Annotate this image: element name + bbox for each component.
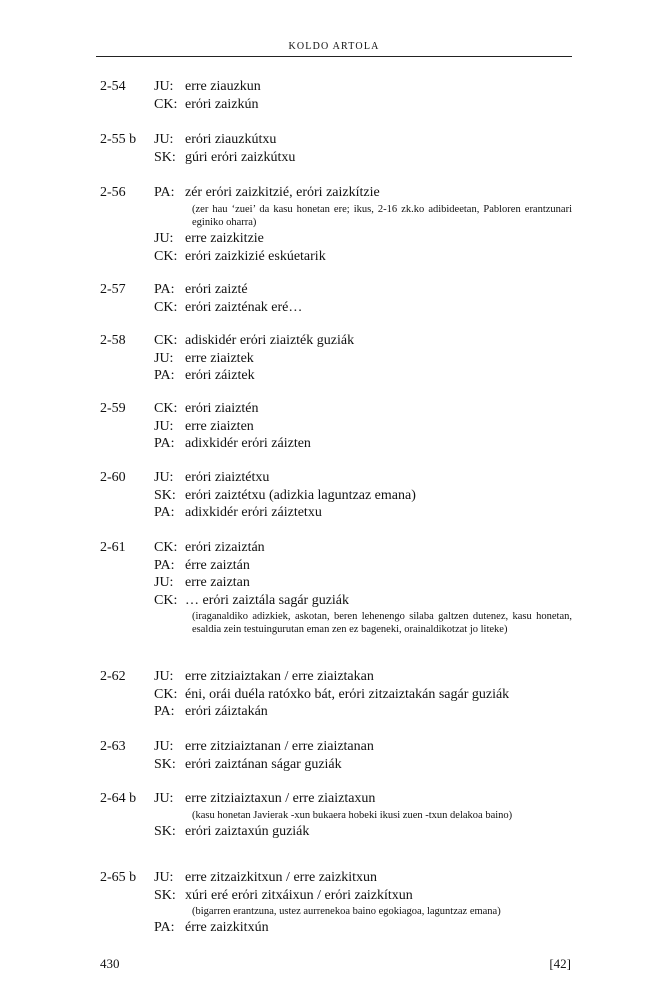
utterance-text: érre zaiztán	[185, 557, 250, 573]
speaker-code: JU:	[154, 870, 174, 885]
utterance-line	[0, 887, 645, 904]
speaker-code: CK:	[154, 540, 178, 555]
running-header: KOLDO ARTOLA	[288, 41, 380, 52]
utterance-line	[0, 469, 645, 486]
entry-number: 2-65 b	[100, 870, 137, 885]
utterance-line	[0, 299, 645, 316]
speaker-code: CK:	[154, 333, 178, 348]
speaker-code: JU:	[154, 791, 174, 806]
utterance-text: erόri zizaiztán	[185, 540, 265, 555]
original-page-number: [42]	[549, 956, 571, 971]
utterance-text: erre zaiztan	[185, 575, 250, 590]
speaker-code: PA:	[154, 185, 175, 200]
utterance-text: adixkidér erόri záiztetxu	[185, 505, 322, 520]
speaker-code: PA:	[154, 557, 175, 573]
utterance-text: erόri zaizté	[185, 282, 248, 297]
utterance-line	[0, 557, 645, 574]
entry-number: 2-61	[100, 540, 126, 555]
utterance-line	[0, 131, 645, 148]
page-number: 430	[100, 956, 120, 971]
utterance-text: … erόri zaiztála sagár guziák	[185, 592, 350, 608]
utterance-line	[0, 504, 645, 521]
speaker-code: PA:	[154, 368, 175, 383]
speaker-code: PA:	[154, 282, 175, 297]
speaker-code: CK:	[154, 592, 178, 608]
utterance-line	[0, 418, 645, 435]
utterance-line	[0, 230, 645, 247]
speaker-code: CK:	[154, 686, 178, 702]
utterance-text: erre zitziaiztakan / erre ziaiztakan	[185, 669, 374, 684]
speaker-code: JU:	[154, 231, 174, 247]
utterance-line	[0, 248, 645, 265]
utterance-line	[0, 350, 645, 367]
speaker-code: CK:	[154, 299, 178, 315]
entry-note: (bigarren erantzuna, ustez aurrenekoa baino egokiagoa, laguntzaz emana)	[192, 906, 501, 917]
utterance-text: adiskidér erόri ziaizték guziák	[185, 333, 355, 348]
speaker-code: PA:	[154, 505, 175, 520]
entry-number: 2-63	[100, 739, 126, 754]
speaker-code: JU:	[154, 470, 174, 485]
utterance-text: erόri zaiztaxún guziák	[185, 823, 310, 839]
speaker-code: PA:	[154, 920, 175, 936]
speaker-code: SK:	[154, 149, 176, 165]
utterance-line	[0, 790, 645, 807]
utterance-text: erόri záiztek	[185, 368, 255, 383]
utterance-line	[0, 869, 645, 886]
utterance-text: erόri zaiztétxu (adizkia laguntzaz emana)	[185, 487, 416, 503]
speaker-code: CK:	[154, 96, 178, 112]
utterance-text: erre zitzaizkitxun / erre zaizkitxun	[185, 870, 378, 885]
speaker-code: JU:	[154, 132, 174, 147]
utterance-text: gúri erόri zaizkútxu	[185, 149, 296, 165]
entry-number: 2-62	[100, 669, 126, 684]
utterance-line	[0, 367, 645, 384]
entry-note: (kasu honetan Javierak -xun bukaera hobeki ikusi zuen -txun delakoa baino)	[192, 809, 513, 821]
speaker-code: JU:	[154, 350, 174, 366]
entry-number: 2-57	[100, 282, 126, 297]
utterance-line	[0, 435, 645, 452]
speaker-code: JU:	[154, 669, 174, 684]
utterance-text: erόri zaizkizié eskúetarik	[185, 248, 326, 264]
entry-number: 2-56	[100, 185, 126, 200]
utterance-text: erόri ziauzkútxu	[185, 132, 277, 147]
speaker-code: SK:	[154, 823, 176, 839]
speaker-code: SK:	[154, 887, 176, 903]
utterance-line	[0, 400, 645, 417]
utterance-line	[0, 78, 645, 95]
utterance-line	[0, 332, 645, 349]
utterance-text: xúri eré erόri zitxáixun / erόri zaizkítxun	[185, 887, 413, 903]
utterance-line	[0, 738, 645, 755]
utterance-text: erόri ziaiztén	[185, 401, 259, 416]
utterance-text: erόri zaiztánan ságar guziák	[185, 756, 342, 772]
utterance-text: erre ziauzkun	[185, 79, 261, 94]
utterance-line	[0, 756, 645, 773]
utterance-line	[0, 184, 645, 201]
speaker-code: CK:	[154, 248, 178, 264]
utterance-text: zér erόri zaizkitzié, erόri zaizkítzie	[185, 185, 380, 200]
entry-number: 2-60	[100, 470, 126, 485]
speaker-code: JU:	[154, 575, 174, 590]
entry-number: 2-54	[100, 79, 126, 94]
utterance-text: érre zaizkitxún	[185, 920, 269, 936]
entry-number: 2-58	[100, 333, 126, 348]
utterance-line	[0, 281, 645, 298]
utterance-text: erόri záiztakán	[185, 704, 268, 719]
utterance-line	[0, 703, 645, 720]
utterance-line	[0, 592, 645, 609]
entry-note: (zer hau ‘zuei’ da kasu honetan ere; ikus, 2-16 zk.ko adibideetan, Pabloren erantzunari eginiko oharra)	[192, 203, 572, 228]
utterance-text: erre ziaiztek	[185, 350, 254, 366]
utterance-text: erre zitziaiztaxun / erre ziaiztaxun	[185, 791, 376, 806]
utterance-line	[0, 823, 645, 840]
utterance-text: erre zitziaiztanan / erre ziaiztanan	[185, 739, 374, 754]
speaker-code: CK:	[154, 401, 178, 416]
utterance-line	[0, 96, 645, 113]
speaker-code: SK:	[154, 756, 176, 772]
speaker-code: JU:	[154, 418, 174, 434]
utterance-line	[0, 919, 645, 936]
utterance-line	[0, 539, 645, 556]
entry-number: 2-55 b	[100, 132, 137, 147]
entry-number: 2-64 b	[100, 791, 137, 806]
utterance-line	[0, 574, 645, 591]
utterance-text: éni, orái duéla ratóxko bát, erόri zitzaiztakán sagár guziák	[185, 686, 510, 702]
utterance-line	[0, 149, 645, 166]
speaker-code: JU:	[154, 79, 174, 94]
entry-number: 2-59	[100, 401, 126, 416]
speaker-code: PA:	[154, 704, 175, 719]
utterance-text: erόri ziaiztétxu	[185, 470, 270, 485]
utterance-text: erre zaizkitzie	[185, 231, 264, 247]
utterance-text: erόri zaizkún	[185, 96, 259, 112]
speaker-code: SK:	[154, 487, 176, 503]
utterance-line	[0, 686, 645, 703]
speaker-code: PA:	[154, 436, 175, 451]
entry-note: (iraganaldiko adizkiek, askotan, beren lehenengo silaba galtzen dutenez, kasu honetan, esaldia zein testuingurutan eman zen ez bageneki, orainaldikotzat jo liteke)	[192, 611, 572, 636]
utterance-line	[0, 487, 645, 504]
utterance-text: erόri zaizténak eré…	[185, 299, 303, 315]
utterance-text: erre ziaizten	[185, 418, 254, 434]
speaker-code: JU:	[154, 739, 174, 754]
utterance-line	[0, 668, 645, 685]
utterance-text: adixkidér erόri záizten	[185, 436, 311, 451]
